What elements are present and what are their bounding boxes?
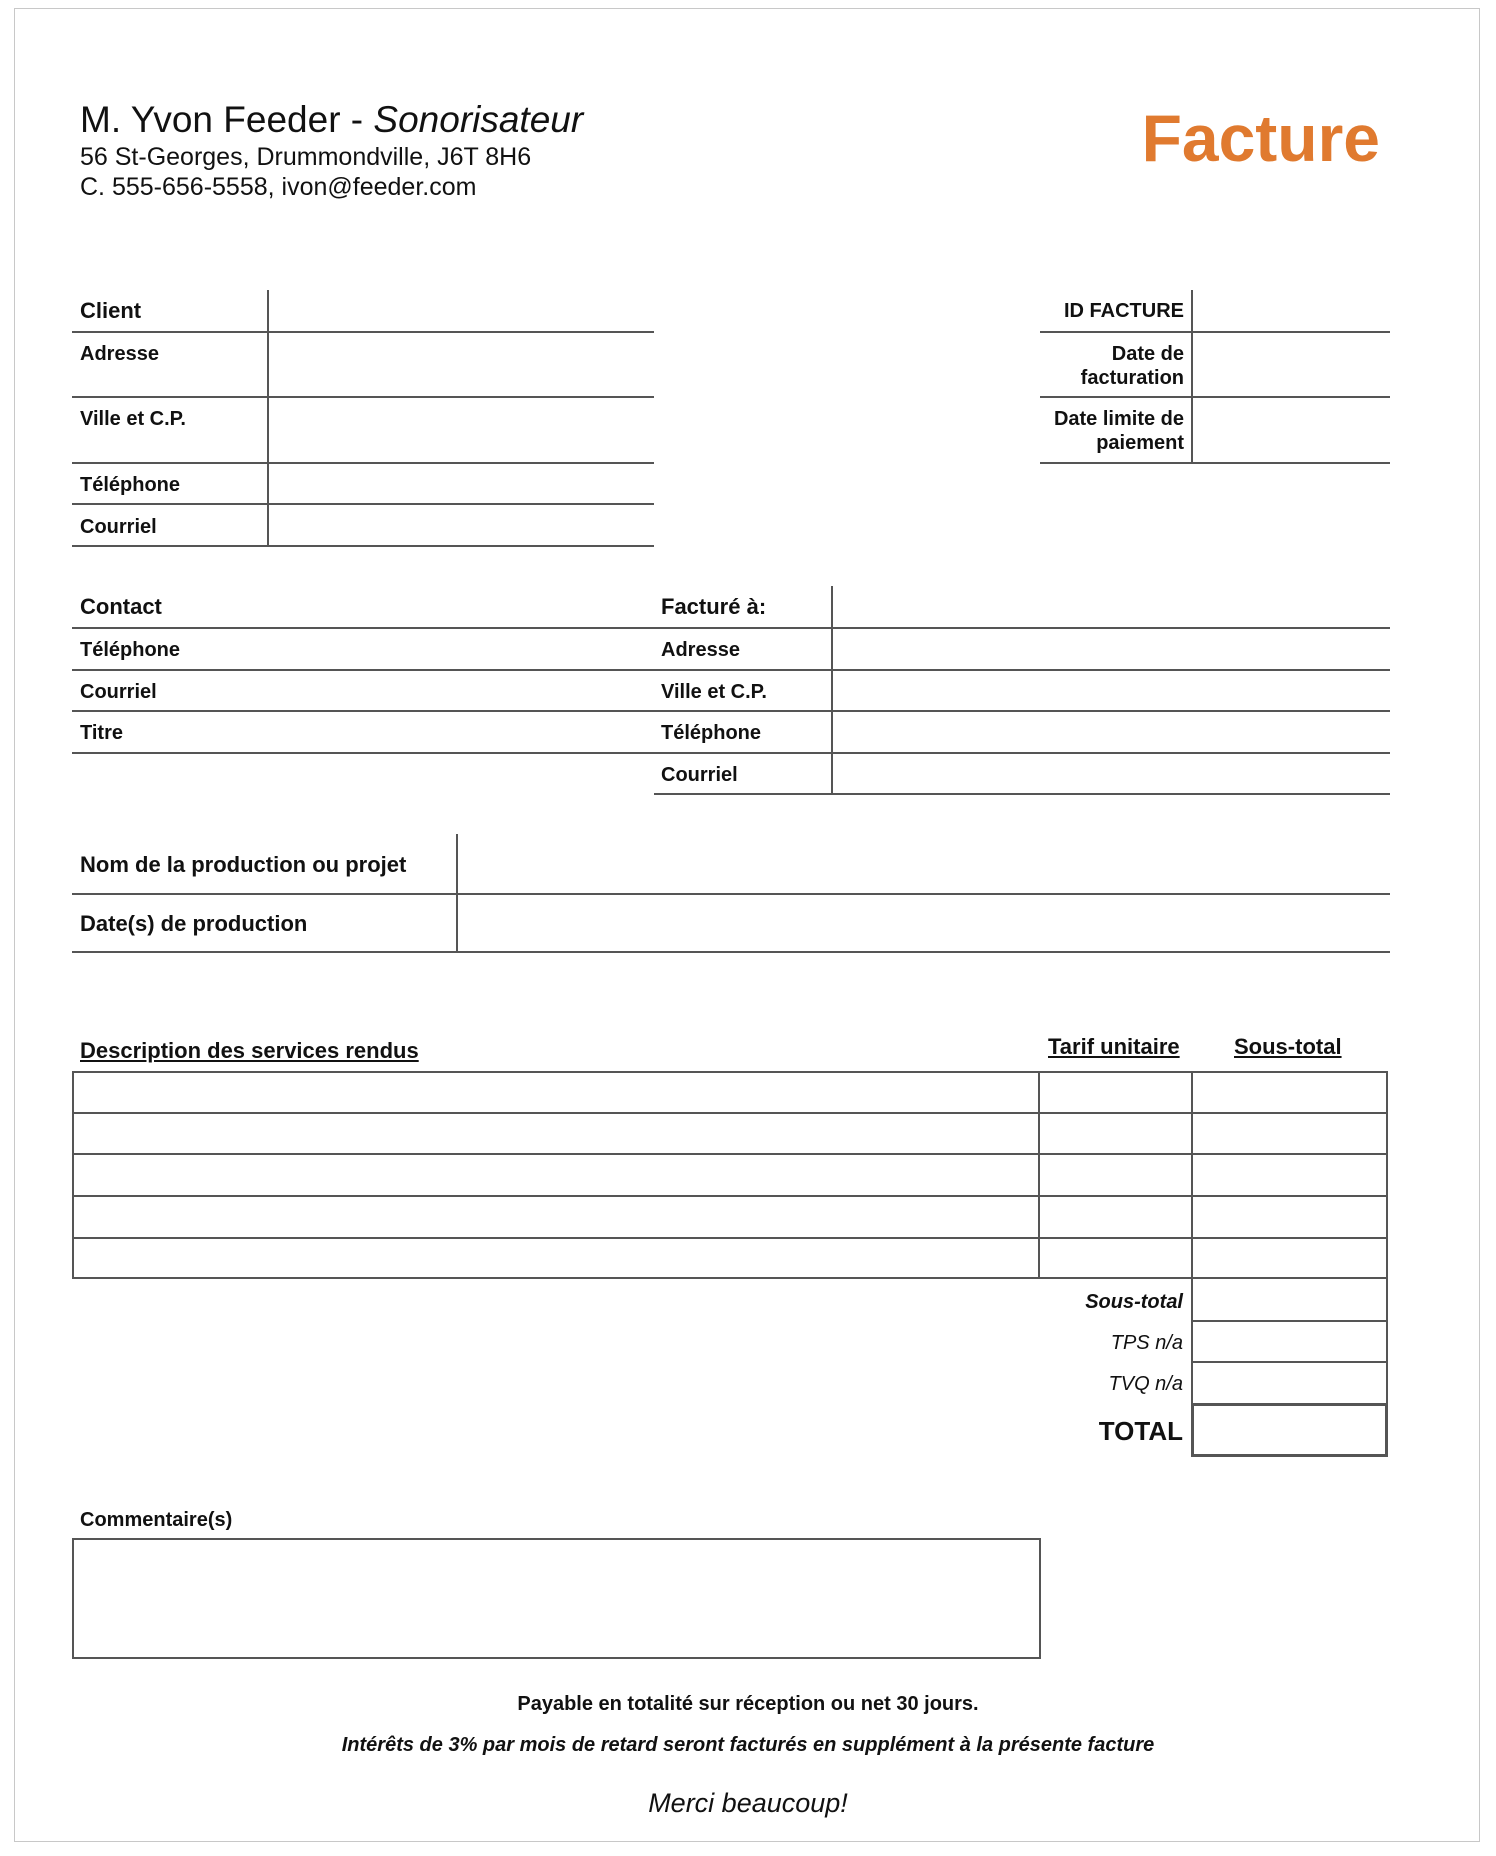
invoice-id-label: ID FACTURE [1064, 300, 1184, 322]
billed-address-field[interactable] [834, 630, 1390, 668]
contact-label: Contact [80, 594, 162, 619]
production-name-field[interactable] [459, 836, 1390, 892]
invoice-date-field[interactable] [1194, 334, 1390, 395]
invoice-date-label-2: facturation [1080, 367, 1184, 389]
contact-row-line [72, 752, 654, 754]
client-phone-label: Téléphone [80, 474, 181, 496]
production-row-line [72, 951, 1390, 953]
contact-title-label: Titre [80, 722, 123, 744]
client-name-field[interactable] [270, 292, 654, 330]
totals-row-line [1191, 1320, 1388, 1322]
invoice-meta-line [1040, 396, 1390, 398]
services-row-line [72, 1153, 1388, 1155]
billed-phone-field[interactable] [834, 713, 1390, 751]
production-dates-label: Date(s) de production [80, 911, 308, 936]
subtotal-field[interactable] [1194, 1282, 1386, 1319]
services-tarif-header: Tarif unitaire [1048, 1034, 1180, 1059]
client-row-line [72, 503, 654, 505]
service-row-2[interactable] [74, 1115, 1386, 1152]
service-row-1[interactable] [74, 1073, 1386, 1111]
service-row-4[interactable] [74, 1198, 1386, 1236]
production-name-label: Nom de la production ou projet [80, 852, 407, 877]
totals-row-line [1191, 1361, 1388, 1363]
billed-to-field[interactable] [834, 588, 1390, 626]
interest-notice: Intérêts de 3% par mois de retard seront facturés en supplément à la présente facture [341, 1734, 1155, 1756]
billed-to-label: Facturé à: [661, 594, 767, 619]
tvq-label: TVQ n/a [1108, 1373, 1183, 1395]
billed-row-line [654, 627, 1390, 629]
company-name-text: M. Yvon Feeder - [80, 99, 374, 140]
due-date-label-1: Date limite de [1053, 408, 1184, 430]
client-city-label: Ville et C.P. [80, 408, 186, 430]
billed-city-field[interactable] [834, 672, 1390, 709]
comments-box[interactable] [72, 1538, 1041, 1659]
billed-address-label: Adresse [661, 639, 740, 661]
thanks-message: Merci beaucoup! [648, 1788, 848, 1818]
comments-label: Commentaire(s) [80, 1509, 233, 1531]
totals-right-border [1386, 1279, 1388, 1403]
billed-divider [831, 586, 833, 794]
invoice-date-label-1: Date de [1111, 343, 1184, 365]
payment-terms: Payable en totalité sur réception ou net 30 jours. [517, 1693, 979, 1715]
client-row-line [72, 331, 654, 333]
client-divider [267, 290, 269, 546]
billed-phone-label: Téléphone [661, 722, 762, 744]
client-email-field[interactable] [270, 506, 654, 544]
due-date-field[interactable] [1194, 399, 1390, 461]
contact-email-label: Courriel [80, 681, 157, 703]
company-address: 56 St-Georges, Drummondville, J6T 8H6 [80, 143, 532, 171]
tvq-field[interactable] [1194, 1364, 1386, 1402]
billed-row-line [654, 752, 1390, 754]
contact-phone-label: Téléphone [80, 639, 181, 661]
billed-row-line [654, 793, 1390, 795]
billed-email-field[interactable] [834, 755, 1390, 792]
services-row-line [72, 1112, 1388, 1114]
totals-left-border [1191, 1279, 1193, 1403]
client-email-label: Courriel [80, 516, 157, 538]
billed-email-label: Courriel [661, 764, 738, 786]
invoice-title: Facture [1141, 101, 1380, 175]
total-field[interactable] [1191, 1403, 1388, 1457]
client-phone-field[interactable] [270, 465, 654, 502]
subtotal-label: Sous-total [1085, 1291, 1183, 1313]
client-row-line [72, 396, 654, 398]
contact-row-line [72, 710, 654, 712]
billed-row-line [654, 710, 1390, 712]
invoice-id-field[interactable] [1194, 292, 1390, 330]
billed-city-label: Ville et C.P. [661, 681, 767, 703]
production-dates-field[interactable] [459, 896, 1390, 950]
company-role: Sonorisateur [373, 99, 584, 140]
contact-row-line [72, 669, 654, 671]
contact-row-line [72, 627, 654, 629]
company-name [80, 98, 583, 142]
services-description-header: Description des services rendus [80, 1038, 419, 1063]
invoice-meta-divider [1191, 290, 1193, 464]
total-label: TOTAL [1098, 1416, 1183, 1446]
billed-row-line [654, 669, 1390, 671]
tps-label: TPS n/a [1110, 1332, 1183, 1354]
services-row-line [72, 1237, 1388, 1239]
client-row-line [72, 545, 654, 547]
tps-field[interactable] [1194, 1323, 1386, 1360]
client-row-line [72, 462, 654, 464]
production-row-line [72, 893, 1390, 895]
client-address-label: Adresse [80, 343, 159, 365]
invoice-meta-line [1040, 331, 1390, 333]
service-row-3[interactable] [74, 1156, 1386, 1194]
due-date-label-2: paiement [1096, 432, 1184, 454]
services-soustotal-header: Sous-total [1234, 1034, 1342, 1059]
client-address-field[interactable] [270, 334, 654, 395]
client-city-field[interactable] [270, 399, 654, 461]
client-label: Client [80, 298, 142, 323]
service-row-5[interactable] [74, 1240, 1386, 1277]
company-contact: C. 555-656-5558, ivon@feeder.com [80, 173, 477, 201]
services-row-line [72, 1195, 1388, 1197]
invoice-meta-line [1040, 462, 1390, 464]
